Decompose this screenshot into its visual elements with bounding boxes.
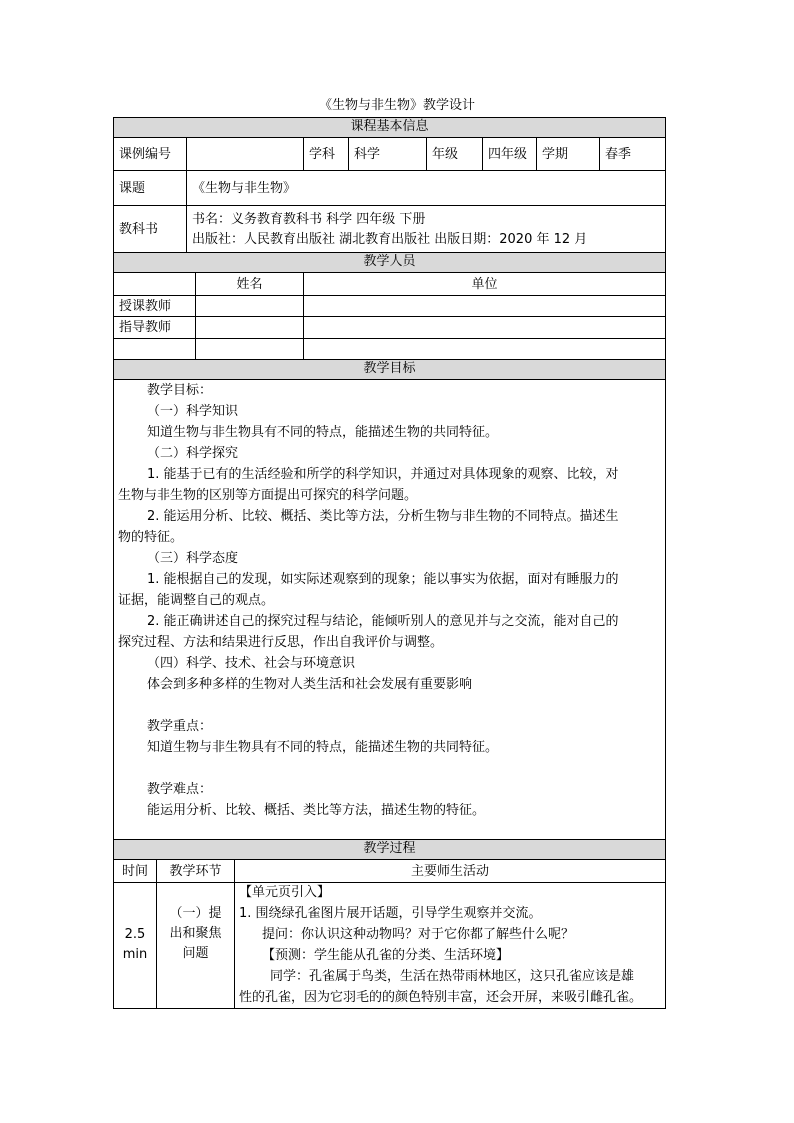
staff-role-1: 授课教师	[113, 295, 196, 317]
objectives-line: 2. 能运用分析、比较、概括、类比等方法，分析生物与非生物的不同特点。描述生	[147, 509, 619, 524]
term-value: 春季	[599, 137, 666, 171]
process-activity-line: 同学：孔雀属于鸟类，生活在热带雨林地区，这只孔雀应该是雄	[270, 969, 635, 984]
process-col-time: 时间	[113, 859, 157, 883]
staff-unit-1	[303, 295, 666, 317]
lesson-code-label: 课例编号	[113, 137, 187, 171]
term-label: 学期	[536, 137, 600, 171]
objectives-line: 生物与非生物的区别等方面提出可探究的科学问题。	[118, 488, 418, 503]
objectives-line: 教学目标：	[147, 383, 213, 398]
subject-label: 学科	[303, 137, 349, 171]
staff-name-3	[195, 338, 304, 360]
staff-name-1	[195, 295, 304, 317]
objectives-line: （一）科学知识	[147, 404, 239, 419]
process-header: 教学过程	[113, 839, 666, 860]
process-activity-line: 性的孔雀，因为它羽毛的的颜色特别丰富，还会开屏，来吸引雌孔雀。	[239, 990, 643, 1005]
objectives-line: 知道生物与非生物具有不同的特点，能描述生物的共同特征。	[147, 425, 499, 440]
objectives-header: 教学目标	[113, 359, 666, 380]
staff-col-unit: 单位	[303, 272, 666, 296]
objectives-line: 体会到多种多样的生物对人类生活和社会发展有重要影响	[147, 677, 473, 692]
subject-value: 科学	[348, 137, 427, 171]
process-stage-line-2: 出和聚焦	[169, 926, 222, 941]
process-stage-line-3: 问题	[182, 946, 209, 961]
textbook-label: 教科书	[113, 205, 187, 253]
process-activity-line: 【单元页引入】	[239, 885, 331, 900]
staff-unit-3	[303, 338, 666, 360]
objectives-line: （三）科学态度	[147, 551, 239, 566]
objectives-line: 探究过程、方法和结果进行反思，作出自我评价与调整。	[118, 635, 444, 650]
staff-name-2	[195, 316, 304, 339]
objectives-line: （二）科学探究	[147, 446, 239, 461]
objectives-line: 1. 能根据自己的发现，如实际述观察到的现象；能以事实为依据，面对有睡服力的	[147, 572, 619, 587]
lesson-code-value	[186, 137, 304, 171]
staff-corner-cell	[113, 272, 196, 296]
textbook-info	[186, 205, 666, 253]
staff-header: 教学人员	[113, 252, 666, 273]
objectives-line: 知道生物与非生物具有不同的特点，能描述生物的共同特征。	[147, 740, 499, 755]
process-time-line-1: 2.5	[124, 927, 146, 942]
process-activity-line: 提问：你认识这种动物吗？对于它你都了解些什么呢？	[262, 927, 575, 942]
grade-value: 四年级	[482, 137, 537, 171]
topic-value: 《生物与非生物》	[186, 170, 666, 206]
staff-col-name: 姓名	[195, 272, 304, 296]
objectives-line: 教学难点：	[147, 782, 213, 797]
objectives-line: （四）科学、技术、社会与环境意识	[147, 656, 356, 671]
process-stage-line-1: （一）提	[169, 906, 222, 921]
process-col-activity: 主要师生活动	[234, 859, 666, 883]
staff-role-3	[113, 338, 196, 360]
objectives-line: 证据，能调整自己的观点。	[118, 593, 275, 608]
process-col-stage: 教学环节	[156, 859, 235, 883]
basic-info-header: 课程基本信息	[113, 117, 666, 138]
grade-label: 年级	[426, 137, 483, 171]
staff-unit-2	[303, 316, 666, 339]
objectives-line: 教学重点：	[147, 719, 213, 734]
textbook-line-1: 书名：义务教育教科书 科学 四年级 下册	[192, 212, 426, 227]
objectives-line: 物的特征。	[118, 530, 184, 545]
process-activity-line: 【预测：学生能从孔雀的分类、生活环境】	[262, 948, 510, 963]
objectives-line: 1. 能基于已有的生活经验和所学的科学知识，并通过对具体现象的观察、比较，对	[147, 467, 619, 482]
topic-label: 课题	[113, 170, 187, 206]
page-title: 《生物与非生物》教学设计	[318, 98, 475, 113]
staff-role-2: 指导教师	[113, 316, 196, 339]
objectives-line: 能运用分析、比较、概括、类比等方法，描述生物的特征。	[147, 803, 486, 818]
textbook-line-2: 出版社：人民教育出版社 湖北教育出版社 出版日期：2020 年 12 月	[192, 232, 588, 247]
objectives-line: 2. 能正确讲述自己的探究过程与结论，能倾听别人的意见并与之交流，能对自己的	[147, 614, 619, 629]
process-activity-line: 1. 围绕绿孔雀图片展开话题，引导学生观察并交流。	[239, 906, 542, 921]
process-time-line-2: min	[122, 947, 148, 962]
